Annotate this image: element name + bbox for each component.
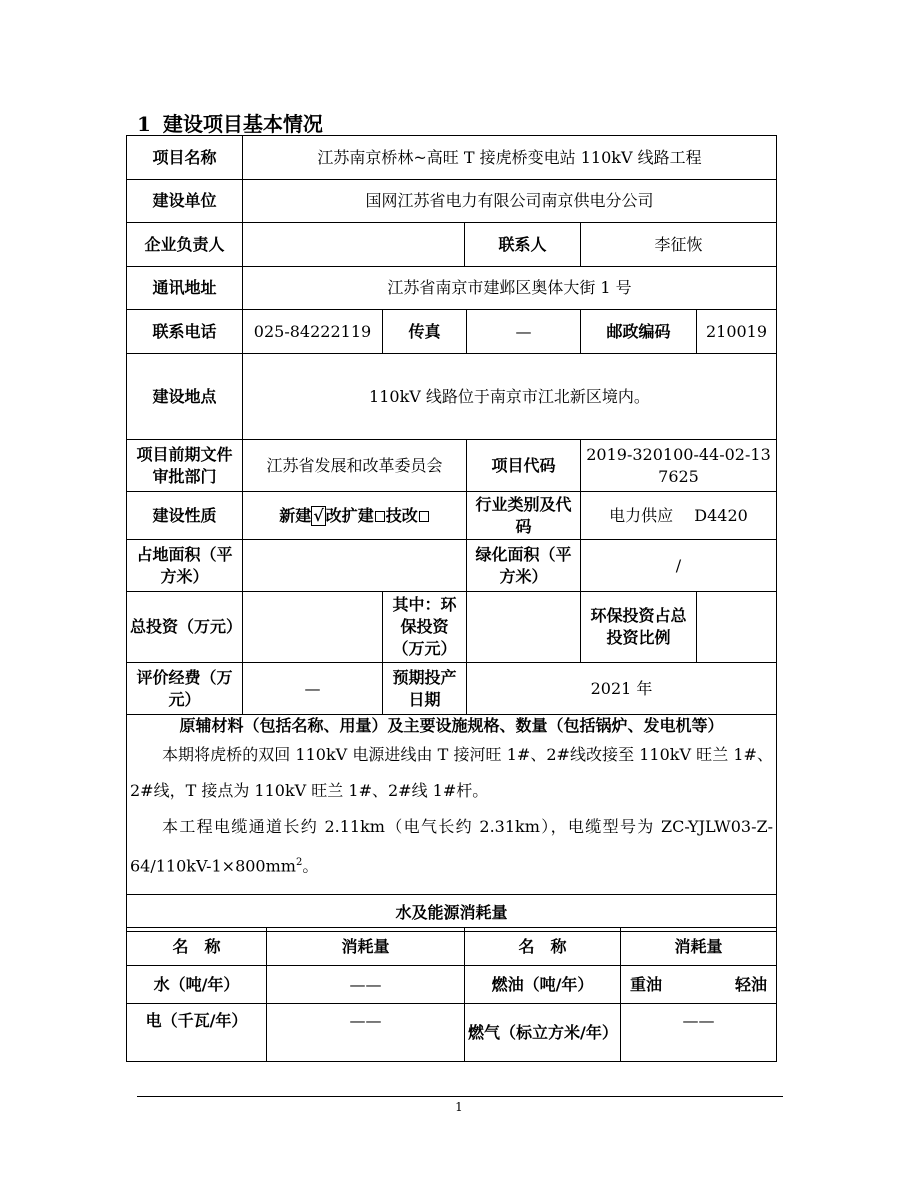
energy-col-name-2: 名 称 <box>465 928 621 966</box>
nature-label: 建设性质 <box>127 492 243 540</box>
nature-value <box>243 492 467 540</box>
phone-label: 联系电话 <box>127 310 243 354</box>
industry-value: 电力供应 D4420 <box>581 492 777 540</box>
postcode-value: 210019 <box>697 310 777 354</box>
project-name-value: 江苏南京桥林~高旺 T 接虎桥变电站 110kV 线路工程 <box>243 136 777 180</box>
gas-label: 燃气（标立方米/年） <box>465 1004 621 1062</box>
fuel-label: 燃油（吨/年） <box>465 966 621 1004</box>
nature-tech: 技改 <box>385 505 418 525</box>
materials-para-2-text: 本工程电缆通道长约 2.11km（电气长约 2.31km），电缆型号为 ZC-YJLW03-Z-64/110kV-1×800mm <box>130 817 773 876</box>
address-label: 通讯地址 <box>127 267 243 310</box>
fuel-heavy: 重油 <box>630 974 663 994</box>
row-area <box>127 540 777 592</box>
eval-label: 评价经费（万元） <box>127 663 243 715</box>
row-eval <box>127 663 777 715</box>
nature-tech-checkbox[interactable] <box>419 511 429 522</box>
water-label: 水（吨/年） <box>127 966 267 1004</box>
unit-value: 国网江苏省电力有限公司南京供电分公司 <box>243 180 777 223</box>
materials-cell <box>127 715 777 895</box>
green-value: / <box>581 540 777 592</box>
contact-label: 联系人 <box>465 223 581 267</box>
section-heading <box>137 108 323 137</box>
nature-rebuild-checkbox[interactable] <box>375 511 385 522</box>
date-value: 2021 年 <box>467 663 777 715</box>
row-nature <box>127 492 777 540</box>
site-label: 建设地点 <box>127 354 243 440</box>
postcode-label: 邮政编码 <box>581 310 697 354</box>
fax-value: — <box>467 310 581 354</box>
power-label: 电（千瓦/年） <box>127 1004 267 1062</box>
code-value: 2019-320100-44-02-137625 <box>581 440 777 492</box>
energy-col-name-1: 名 称 <box>127 928 267 966</box>
row-materials <box>127 715 777 895</box>
energy-table <box>126 927 777 1062</box>
address-value: 江苏省南京市建邺区奥体大街 1 号 <box>243 267 777 310</box>
unit-label: 建设单位 <box>127 180 243 223</box>
row-invest <box>127 592 777 663</box>
project-name-label: 项目名称 <box>127 136 243 180</box>
energy-row-power <box>127 1004 777 1062</box>
eval-value: — <box>243 663 383 715</box>
energy-col-use-2: 消耗量 <box>621 928 777 966</box>
section-number: 1 <box>137 112 151 136</box>
ratio-value <box>697 592 777 663</box>
materials-para-2-end: 。 <box>302 856 319 876</box>
industry-label: 行业类别及代码 <box>467 492 581 540</box>
area-value <box>243 540 467 592</box>
project-info-table <box>126 135 777 932</box>
env-invest-value <box>467 592 581 663</box>
nature-new: 新建 <box>279 505 312 525</box>
contact-value: 李征恢 <box>581 223 777 267</box>
section-title: 建设项目基本情况 <box>162 112 323 136</box>
footer-divider <box>137 1096 783 1097</box>
materials-title: 原辅材料（包括名称、用量）及主要设施规格、数量（包括锅炉、发电机等） <box>179 716 724 735</box>
invest-value <box>243 592 383 663</box>
phone-value: 025-84222119 <box>243 310 383 354</box>
water-value: —— <box>267 966 465 1004</box>
invest-label: 总投资（万元） <box>127 592 243 663</box>
ratio-label: 环保投资占总投资比例 <box>581 592 697 663</box>
row-phone <box>127 310 777 354</box>
row-address <box>127 267 777 310</box>
energy-row-water <box>127 966 777 1004</box>
area-label: 占地面积（平方米） <box>127 540 243 592</box>
fuel-light: 轻油 <box>734 974 767 994</box>
row-project-name <box>127 136 777 180</box>
approval-label: 项目前期文件审批部门 <box>127 440 243 492</box>
energy-title: 水及能源消耗量 <box>127 895 777 932</box>
leader-value <box>243 223 465 267</box>
row-unit <box>127 180 777 223</box>
gas-value: —— <box>621 1004 777 1062</box>
materials-para-1: 本期将虎桥的双回 110kV 电源进线由 T 接河旺 1#、2#线改接至 110kV 旺兰 1#、2#线，T 接点为 110kV 旺兰 1#、2#线 1#杆。 <box>130 745 773 800</box>
row-leader <box>127 223 777 267</box>
fax-label: 传真 <box>383 310 467 354</box>
approval-value: 江苏省发展和改革委员会 <box>243 440 467 492</box>
row-site <box>127 354 777 440</box>
page-number: 1 <box>455 1100 463 1114</box>
materials-para-2 <box>130 809 773 884</box>
nature-new-checkbox[interactable]: √ <box>313 505 324 525</box>
energy-col-use-1: 消耗量 <box>267 928 465 966</box>
fuel-value <box>621 966 777 1004</box>
leader-label: 企业负责人 <box>127 223 243 267</box>
date-label: 预期投产日期 <box>383 663 467 715</box>
row-approval <box>127 440 777 492</box>
power-value: —— <box>267 1004 465 1062</box>
site-value: 110kV 线路位于南京市江北新区境内。 <box>243 354 777 440</box>
nature-rebuild: 改扩建 <box>325 505 374 525</box>
env-invest-label: 其中：环保投资（万元） <box>383 592 467 663</box>
code-label: 项目代码 <box>467 440 581 492</box>
row-energy-title <box>127 895 777 932</box>
green-label: 绿化面积（平方米） <box>467 540 581 592</box>
materials-para-2-sup: 2 <box>295 857 303 868</box>
energy-header-row <box>127 928 777 966</box>
